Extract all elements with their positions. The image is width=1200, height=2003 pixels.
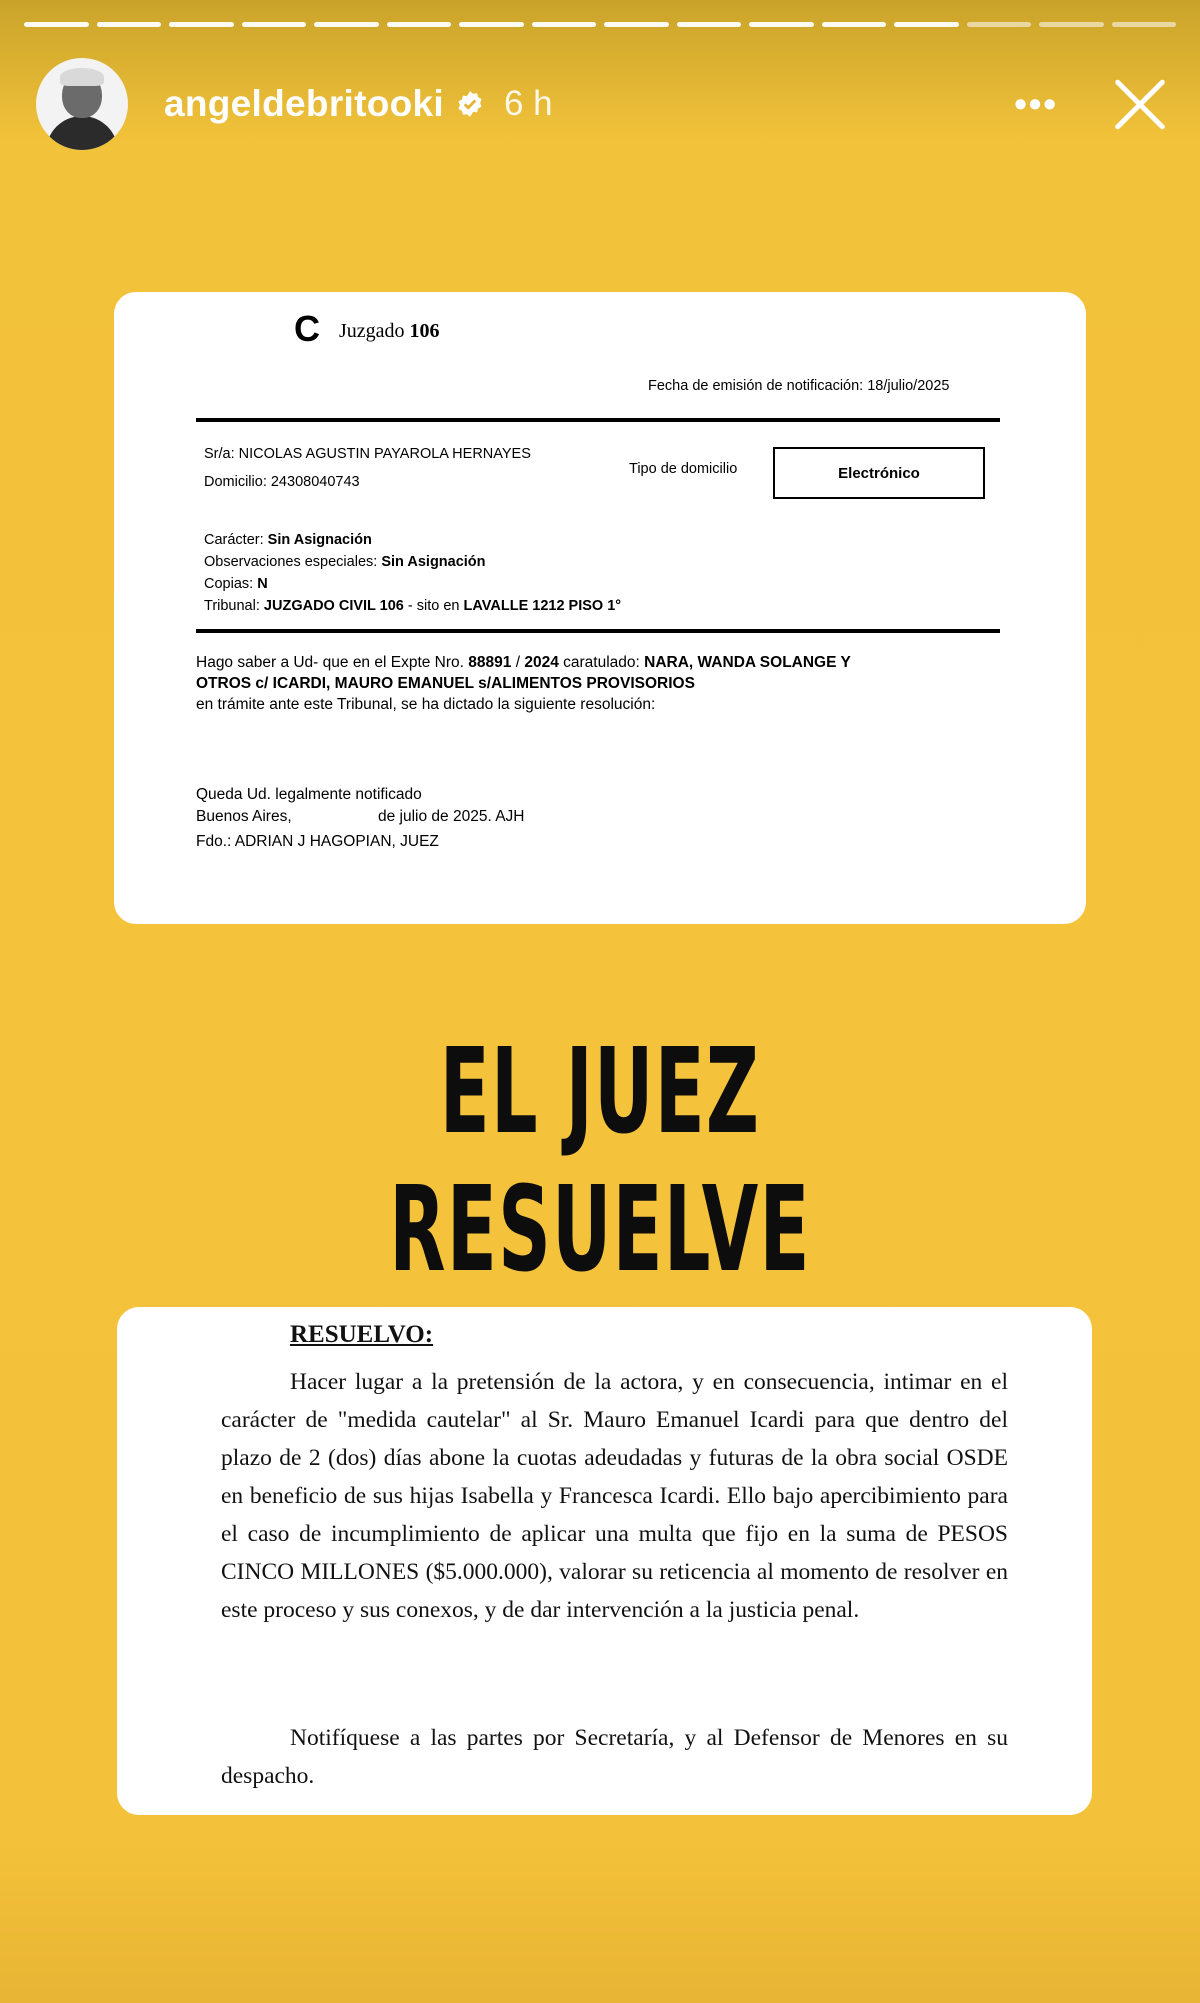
story-progress-bar [24,22,1176,28]
resolution-paragraph: Notifíquese a las partes por Secretaría, y al Defensor de Menores en su despacho. [221,1725,1008,1789]
copias-line: Copias: N [204,576,268,592]
signed-by: Fdo.: ADRIAN J HAGOPIAN, JUEZ [196,833,439,850]
court-letter: C [294,308,320,349]
resolution-document [117,1307,1092,1815]
divider [196,629,1000,633]
progress-segment [1039,22,1104,27]
recipient: Sr/a: NICOLAS AGUSTIN PAYAROLA HERNAYES [204,446,531,462]
resolution-paragraph: Hacer lugar a la pretensión de la actora, y en consecuencia, intimar en el carácter de "medida cautelar" al Sr. Mauro Emanuel Icardi para que dentro del plazo de 2 (dos) días abone la cuotas adeudadas y futuras de la obra social OSDE en beneficio de sus hijas Isabella y Francesca Icardi. Ello bajo apercibimiento para el caso de incumplimiento de aplicar una multa que fijo en la suma de PESOS CINCO MILLONES ($5.000.000), valorar su reticencia al momento de resolver en este proceso y sus conexos, y de dar intervención a la justicia penal. [221,1369,1008,1623]
progress-segment [894,22,959,27]
avatar[interactable] [36,58,128,150]
tribunal-line: Tribunal: JUZGADO CIVIL 106 - sito en LAVALLE 1212 PISO 1° [204,598,622,614]
close-icon[interactable] [1110,74,1170,134]
progress-segment [314,22,379,27]
divider [196,418,1000,422]
headline: EL JUEZ RESUELVE [389,1022,811,1298]
username[interactable]: angeldebritooki [164,83,444,124]
issue-date: Fecha de emisión de notificación: 18/julio/2025 [648,378,950,394]
progress-segment [604,22,669,27]
tipo-domicilio-value: Electrónico [773,447,985,499]
progress-segment [169,22,234,27]
post-time: 6 h [503,84,553,123]
progress-segment [822,22,887,27]
progress-segment [242,22,307,27]
queda-notificado: Queda Ud. legalmente notificado [196,786,422,803]
hago-saber-line: Hago saber a Ud- que en el Expte Nro. 88891 / 2024 caratulado: NARA, WANDA SOLANGE Y [196,654,851,671]
progress-segment [387,22,452,27]
court-heading: Juzgado 106 [339,320,440,342]
verified-badge-icon [456,90,484,118]
resolution-title: RESUELVO: [290,1321,434,1348]
tipo-domicilio-label: Tipo de domicilio [629,461,738,477]
signature-date: de julio de 2025. AJH [378,808,525,825]
story-header [36,55,1170,153]
domicilio: Domicilio: 24308040743 [204,474,360,490]
place: Buenos Aires, [196,808,292,825]
more-options-icon[interactable]: ••• [1014,83,1058,124]
tramite-line: en trámite ante este Tribunal, se ha dictado la siguiente resolución: [196,696,656,713]
caracter-line: Carácter: Sin Asignación [204,532,372,548]
observaciones-line: Observaciones especiales: Sin Asignación [204,554,486,570]
progress-segment [1112,22,1177,27]
progress-segment [967,22,1032,27]
progress-segment [459,22,524,27]
notification-document [114,292,1086,924]
progress-segment [677,22,742,27]
progress-segment [749,22,814,27]
progress-segment [97,22,162,27]
progress-segment [532,22,597,27]
progress-segment [24,22,89,27]
caratula-line: OTROS c/ ICARDI, MAURO EMANUEL s/ALIMENTOS PROVISORIOS [196,675,695,692]
